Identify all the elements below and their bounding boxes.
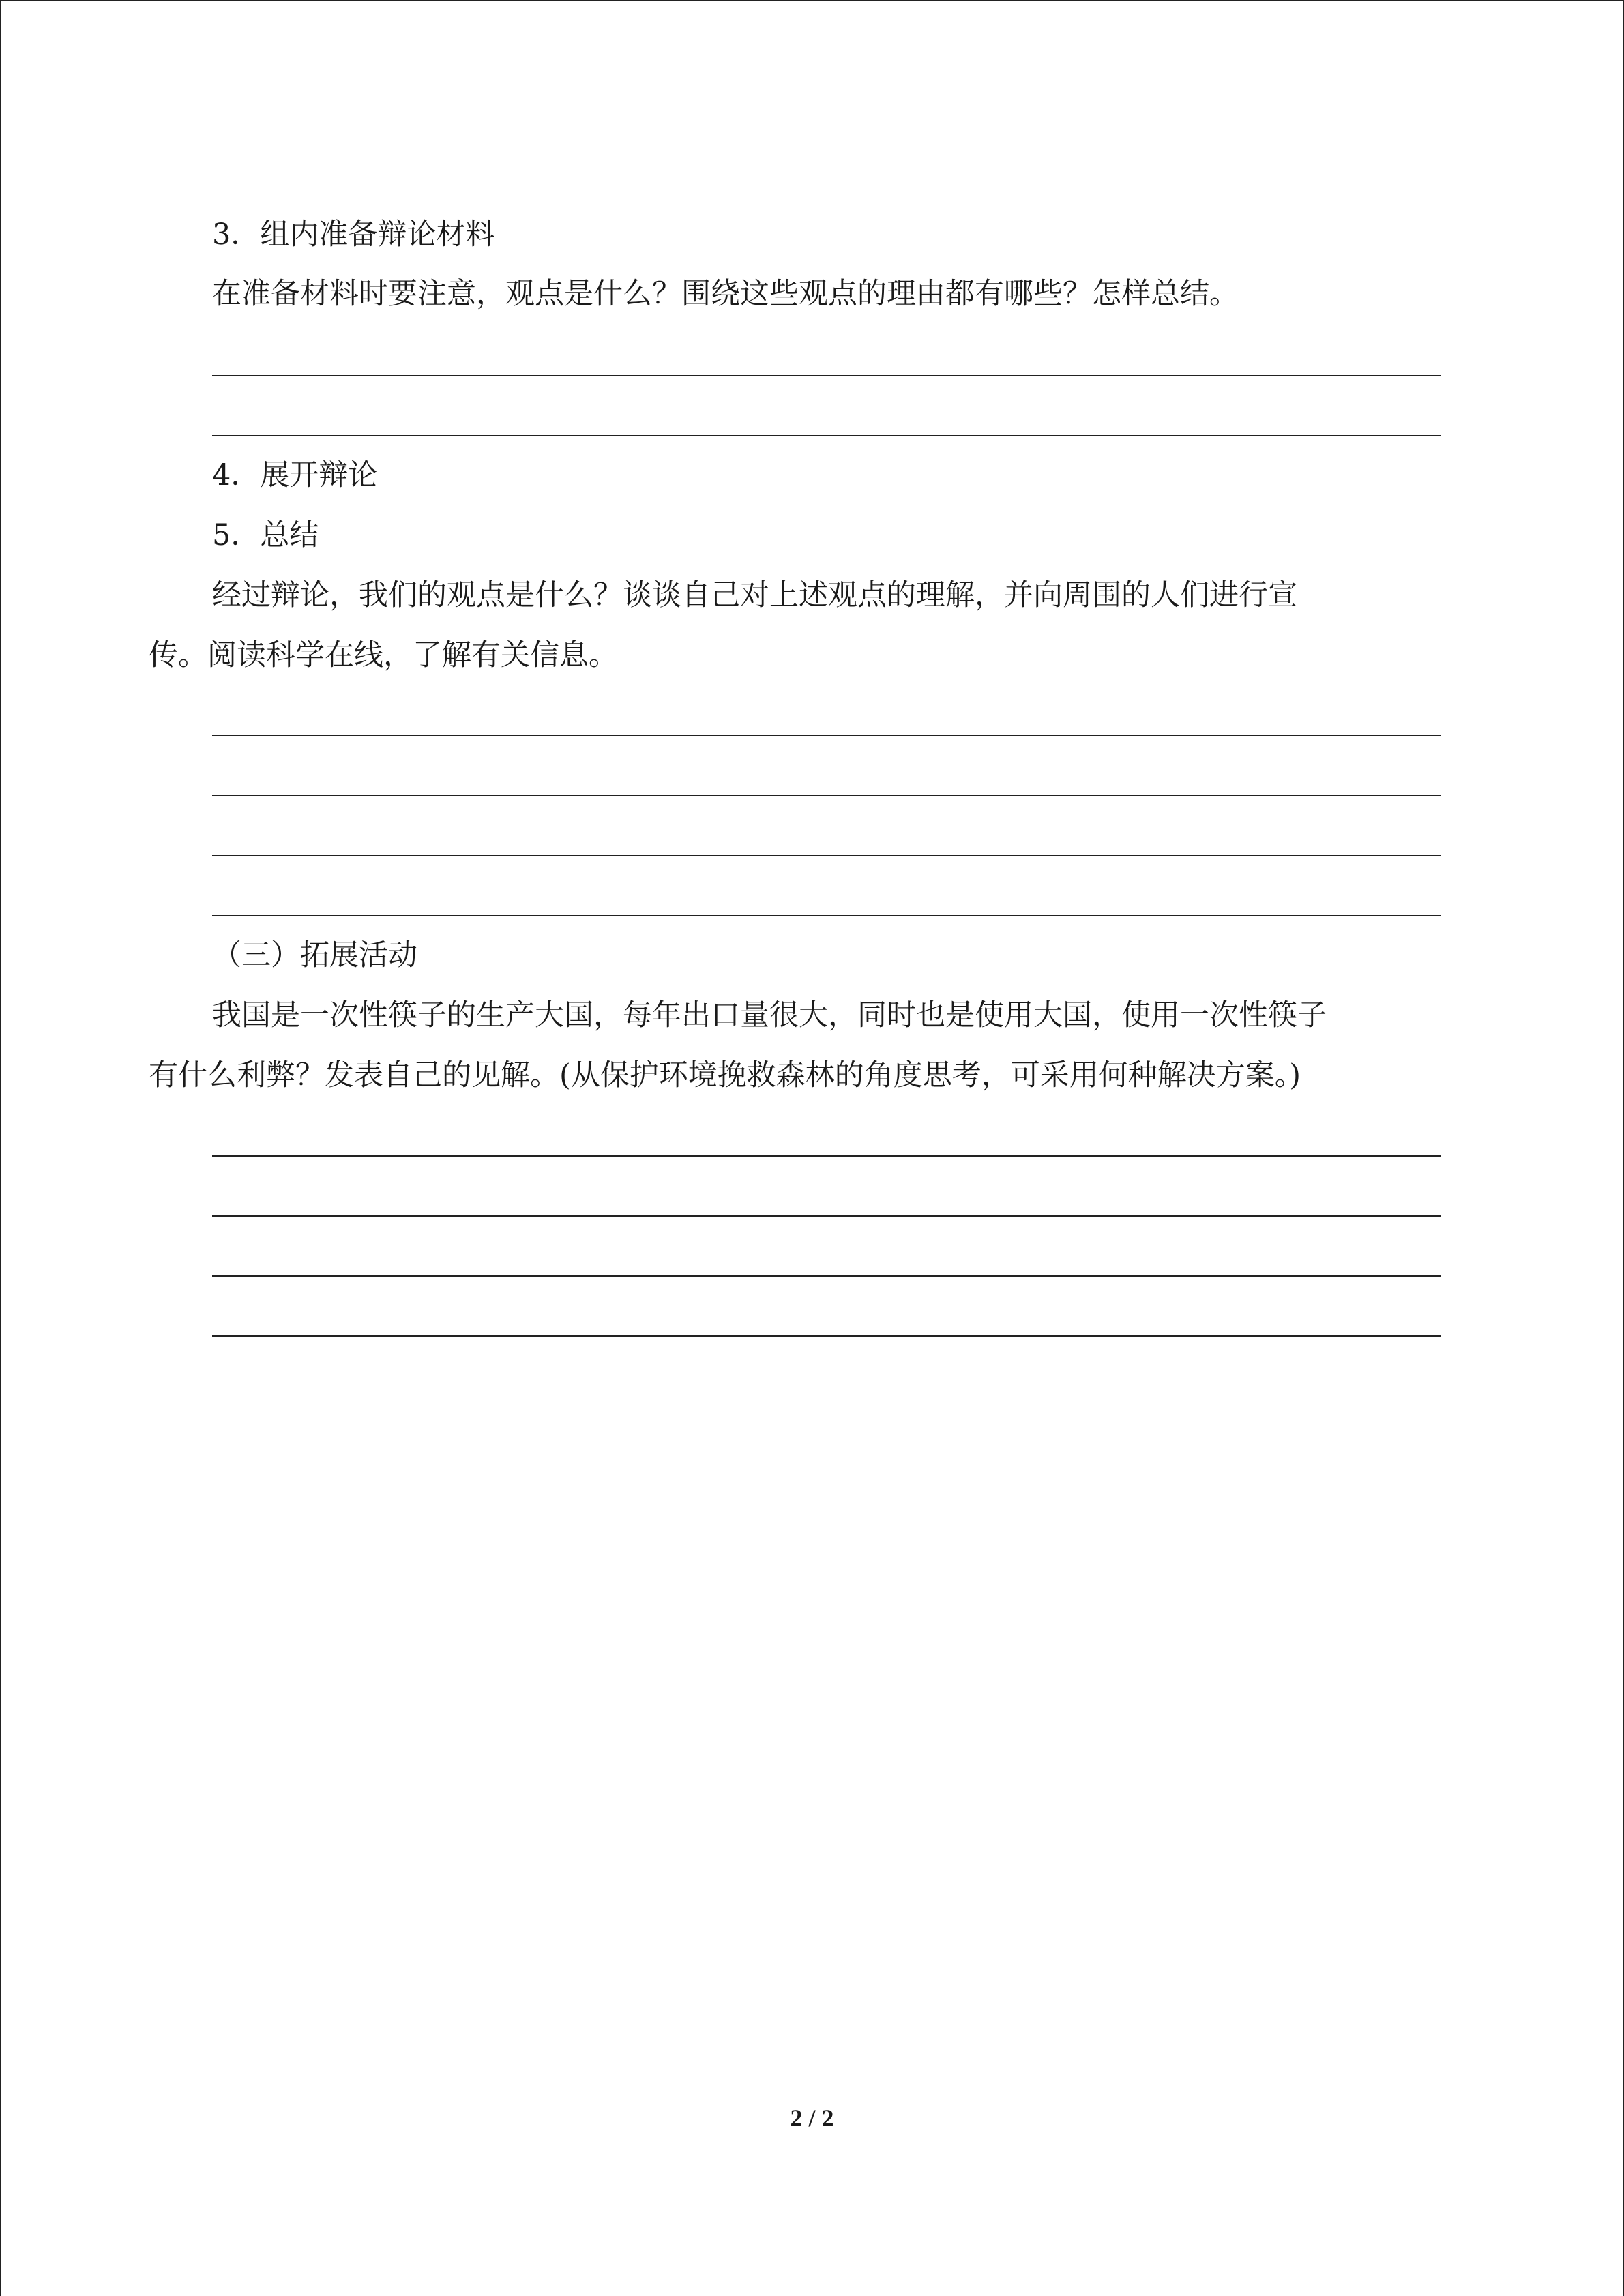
section-5-prompt-line-2: 传。阅读科学在线，了解有关信息。 xyxy=(149,638,618,672)
answer-line[interactable] xyxy=(212,855,1441,856)
section-4-heading: 4．展开辩论 xyxy=(212,458,378,492)
page-number: 2 / 2 xyxy=(790,2104,834,2132)
answer-line[interactable] xyxy=(212,1335,1441,1337)
answer-line[interactable] xyxy=(212,915,1441,916)
answer-line[interactable] xyxy=(212,1155,1441,1157)
answer-line[interactable] xyxy=(212,435,1441,436)
extension-prompt-line-2: 有什么利弊？发表自己的见解。(从保护环境挽救森林的角度思考，可采用何种解决方案。) xyxy=(149,1058,1301,1092)
extension-prompt-line-1: 我国是一次性筷子的生产大国，每年出口量很大，同时也是使用大国，使用一次性筷子 xyxy=(212,998,1327,1032)
answer-line[interactable] xyxy=(212,375,1441,376)
section-3-prompt: 在准备材料时要注意，观点是什么？围绕这些观点的理由都有哪些？怎样总结。 xyxy=(212,277,1239,311)
section-5-heading: 5．总结 xyxy=(212,518,319,552)
answer-line[interactable] xyxy=(212,735,1441,736)
extension-heading: （三）拓展活动 xyxy=(212,938,417,972)
answer-line[interactable] xyxy=(212,1275,1441,1277)
section-3-heading: 3．组内准备辩论材料 xyxy=(212,218,495,252)
answer-line[interactable] xyxy=(212,795,1441,796)
answer-line[interactable] xyxy=(212,1215,1441,1217)
section-5-prompt-line-1: 经过辩论，我们的观点是什么？谈谈自己对上述观点的理解，并向周围的人们进行宣 xyxy=(212,578,1297,612)
